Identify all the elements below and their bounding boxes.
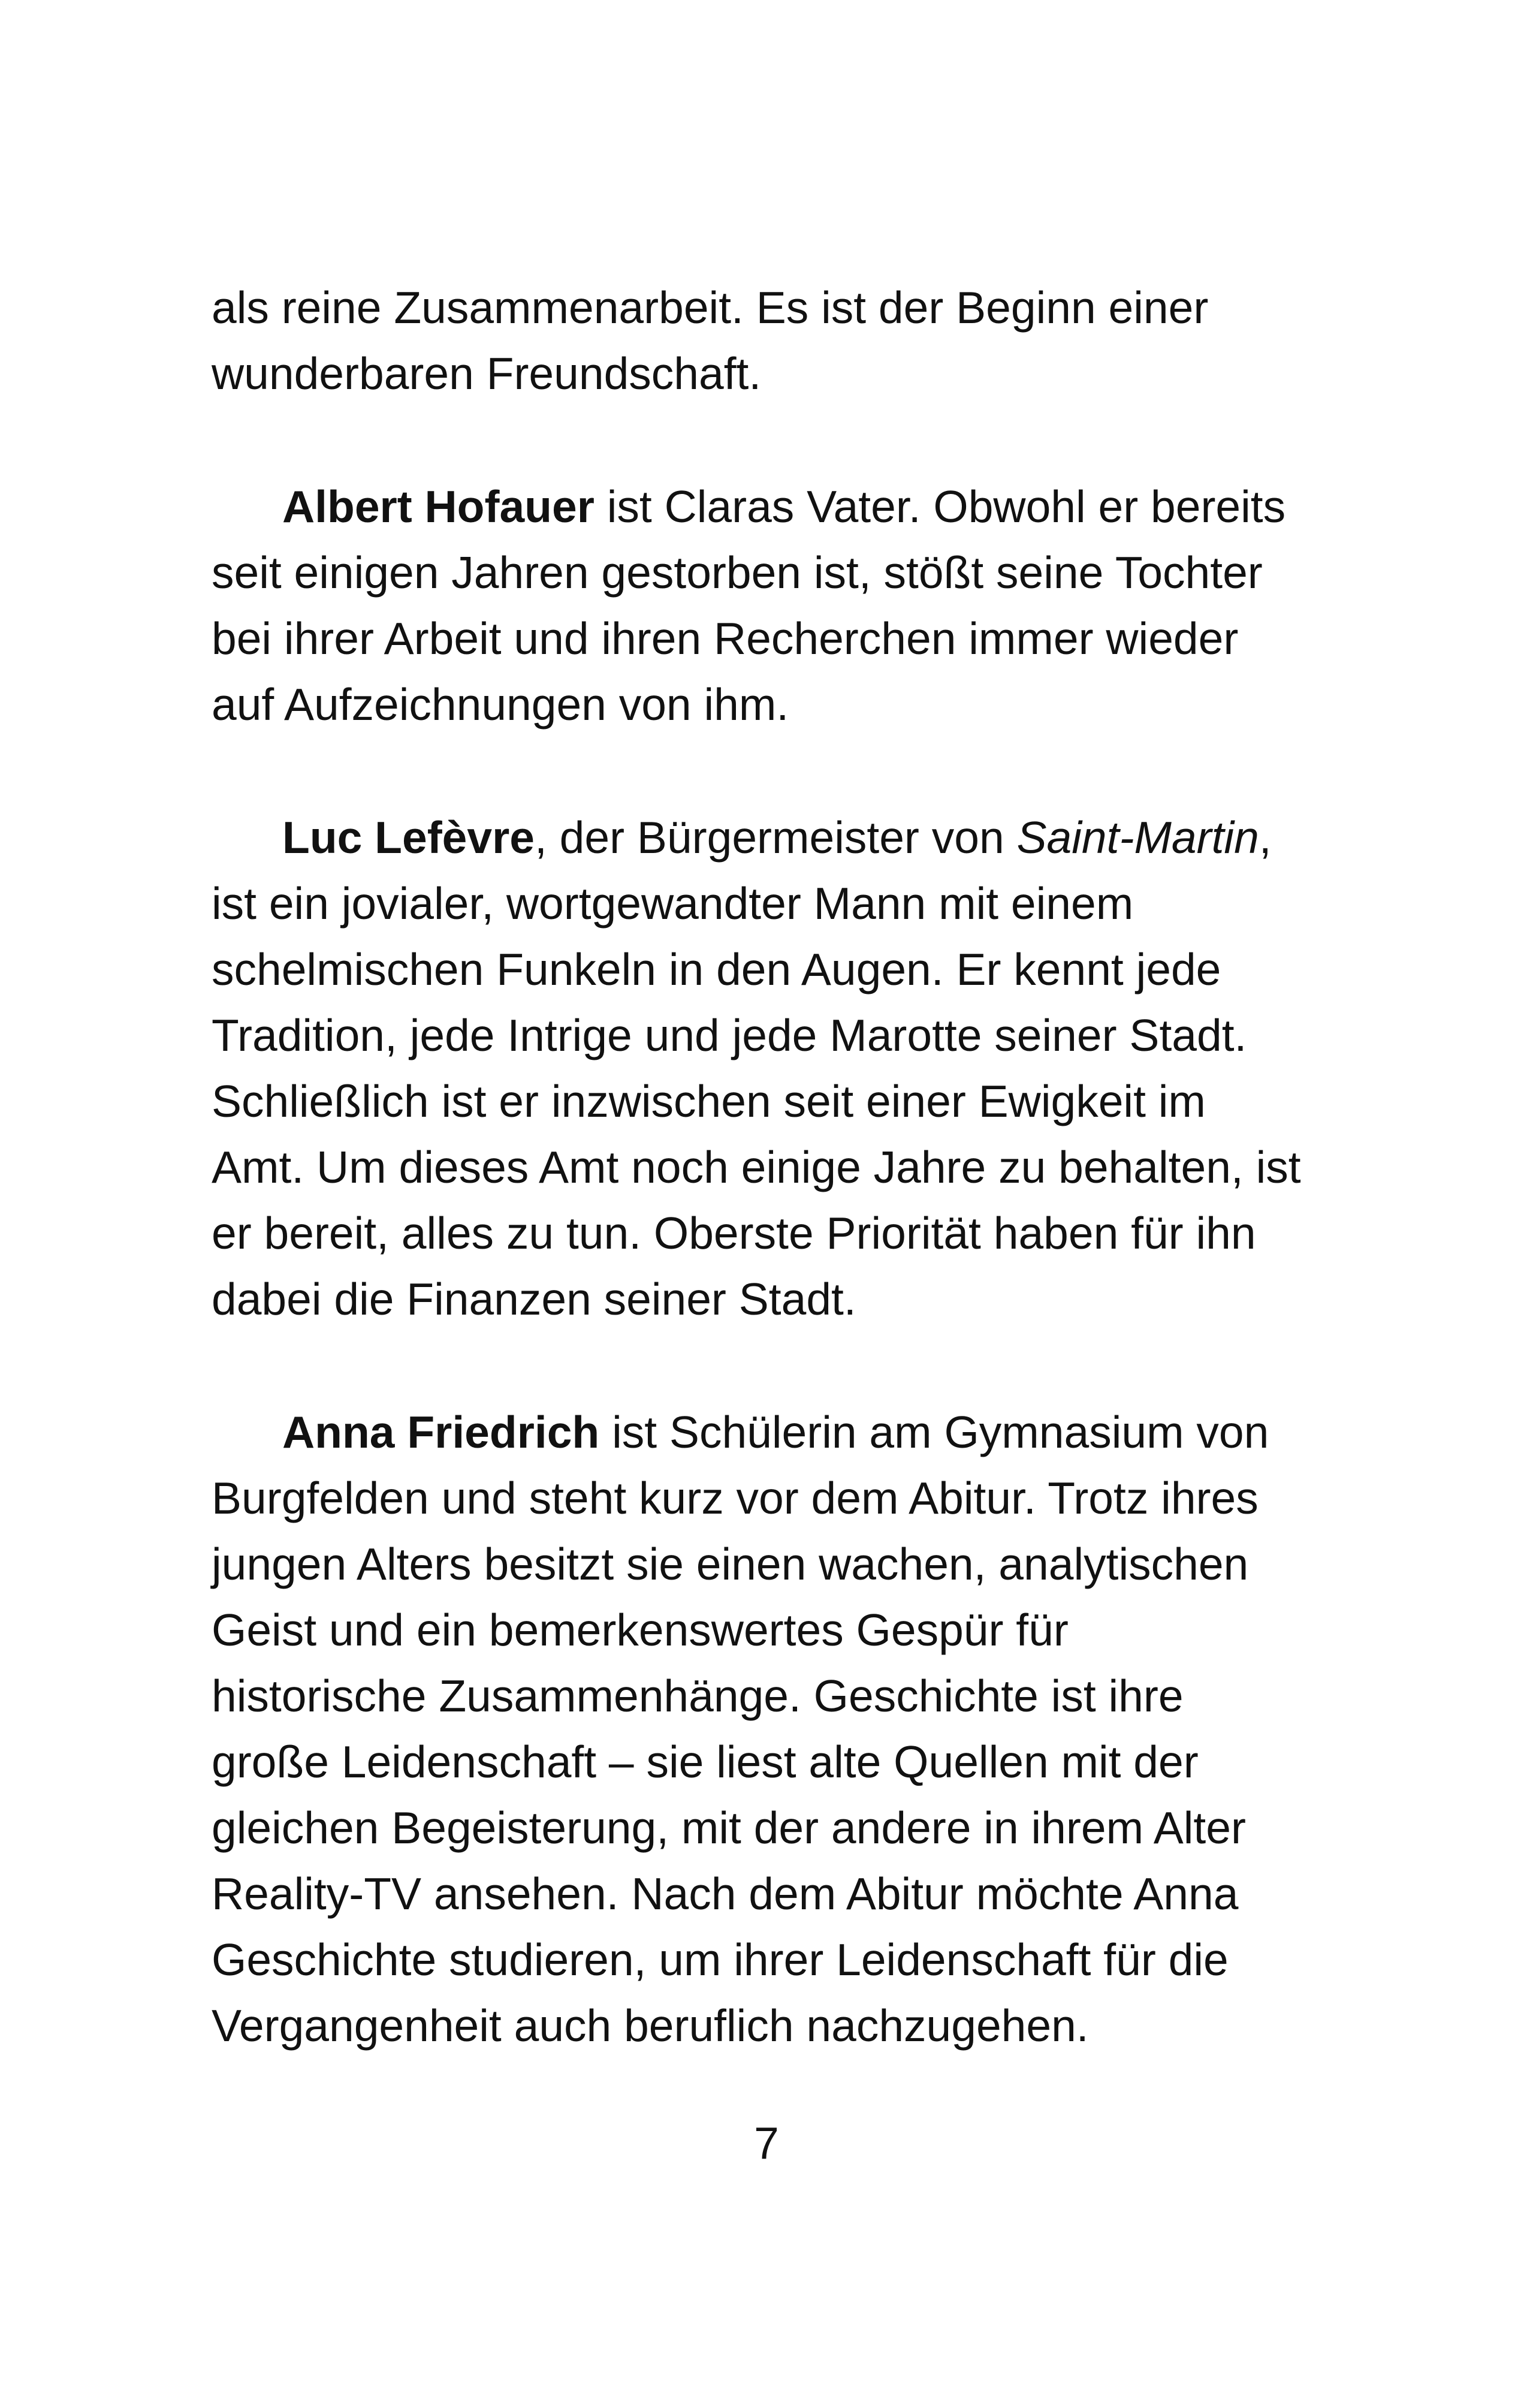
- text-line: historische Zusammenhänge. Geschichte ist ihre: [212, 1671, 1184, 1721]
- text-line: große Leidenschaft – sie liest alte Quellen mit der: [212, 1737, 1199, 1787]
- text-line: wunderbaren Freundschaft.: [212, 348, 762, 399]
- text-line: jungen Alters besitzt sie einen wachen, analytischen: [212, 1539, 1249, 1589]
- page-number: 7: [754, 2118, 779, 2168]
- text-line: auf Aufzeichnungen von ihm.: [212, 679, 789, 730]
- text-line: Geist und ein bemerkenswertes Gespür für: [212, 1605, 1069, 1655]
- text-line: ist ein jovialer, wortgewandter Mann mit einem: [212, 878, 1134, 929]
- text-line: schelmischen Funkeln in den Augen. Er kennt jede: [212, 944, 1221, 994]
- text-line: gleichen Begeisterung, mit der andere in ihrem Alter: [212, 1803, 1246, 1853]
- text-line: er bereit, alles zu tun. Oberste Priorität haben für ihn: [212, 1208, 1256, 1258]
- text-span: ist Claras Vater. Obwohl er bereits: [594, 481, 1286, 532]
- text-line-first: [212, 474, 1338, 540]
- text-span: ist Schülerin am Gymnasium von: [599, 1407, 1269, 1457]
- text-line: Tradition, jede Intrige und jede Marotte seiner Stadt.: [212, 1010, 1247, 1060]
- text-line: Reality-TV ansehen. Nach dem Abitur möchte Anna: [212, 1868, 1239, 1919]
- character-name: Luc Lefèvre: [282, 812, 535, 863]
- paragraph-albert-hofauer: [212, 474, 1338, 737]
- paragraph-anna-friedrich: [212, 1399, 1338, 2059]
- paragraph-continuation: [212, 275, 1338, 406]
- page-body: [212, 275, 1338, 2059]
- text-line: Amt. Um dieses Amt noch einige Jahre zu behalten, ist: [212, 1142, 1301, 1192]
- text-line: Geschichte studieren, um ihrer Leidenschaft für die: [212, 1934, 1229, 1985]
- paragraph-luc-lefevre: [212, 804, 1338, 1332]
- text-line: bei ihrer Arbeit und ihren Recherchen immer wieder: [212, 613, 1239, 664]
- text-line: seit einigen Jahren gestorben ist, stößt seine Tochter: [212, 547, 1263, 598]
- character-name: Anna Friedrich: [282, 1407, 600, 1457]
- text-span: ,: [1259, 812, 1272, 863]
- text-line-first: [212, 804, 1338, 870]
- text-line: Burgfelden und steht kurz vor dem Abitur. Trotz ihres: [212, 1473, 1259, 1523]
- text-line: dabei die Finanzen seiner Stadt.: [212, 1274, 856, 1324]
- place-name: Saint-Martin: [1016, 812, 1259, 863]
- text-line: Vergangenheit auch beruflich nachzugehen.: [212, 2000, 1089, 2051]
- text-line: Schließlich ist er inzwischen seit einer Ewigkeit im: [212, 1076, 1206, 1126]
- text-line-first: [212, 1399, 1338, 1465]
- character-name: Albert Hofauer: [282, 481, 595, 532]
- text-span: , der Bürgermeister von: [535, 812, 1017, 863]
- text-line: als reine Zusammenarbeit. Es ist der Beginn einer: [212, 282, 1209, 333]
